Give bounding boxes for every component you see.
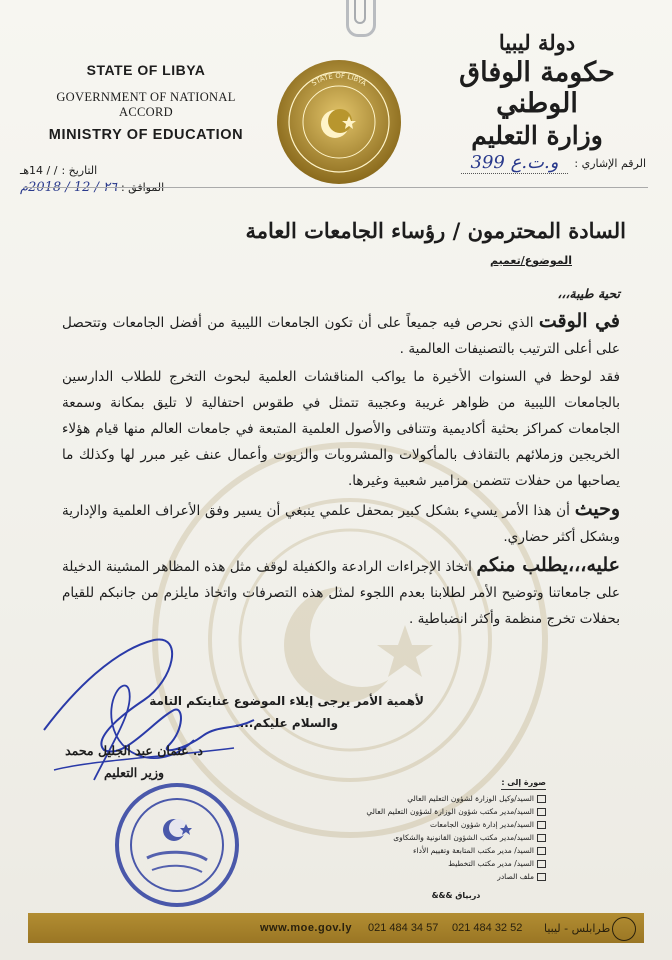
footer-bar xyxy=(28,913,644,943)
ministry-name-ar: وزارة التعليم xyxy=(471,121,603,150)
paragraph-text: أن هذا الأمر يسيء بشكل كبير بمحفل علمي ينبغي أن يسير وفق الأعراف العلمية والإدارية وبشكل أكثر حضاري. xyxy=(62,503,620,545)
paragraph-lead: في الوقت xyxy=(538,310,620,332)
date-block xyxy=(20,162,170,196)
closing-salutation: والسلام عليكم.... xyxy=(235,716,339,730)
reference-number: و.ت.ع 399 xyxy=(461,152,569,174)
distribution-list xyxy=(366,776,546,902)
body-paragraph xyxy=(62,496,620,550)
government-name-ar: حكومة الوفاق الوطني xyxy=(459,57,615,119)
paper-clip xyxy=(346,0,376,37)
arabic-letterhead xyxy=(432,30,642,150)
signatory-title: وزير التعليم xyxy=(103,765,165,780)
list-item: ملف الصادر xyxy=(366,870,546,883)
list-item: السيد/مدير مكتب الشؤون القانونية والشكاوى xyxy=(366,831,546,844)
reference-block xyxy=(461,152,646,174)
english-letterhead xyxy=(30,62,262,143)
website-text: www.moe.gov.ly xyxy=(260,922,352,934)
gregorian-date-value: ٢٦ / 12 / 2018م xyxy=(20,180,117,195)
hijri-date-label: التاريخ : xyxy=(61,164,98,177)
hijri-date-value: / / 14هـ xyxy=(20,164,58,177)
filing-code: دربياق &&& xyxy=(431,891,481,900)
list-item: السيد/وكيل الوزارة لشؤون التعليم العالي xyxy=(366,792,546,805)
greeting: تحية طيبة،،، xyxy=(557,286,620,301)
signatory-block xyxy=(64,740,204,784)
addressee: السادة المحترمون / رؤساء الجامعات العامة xyxy=(245,218,626,243)
paragraph-lead: عليه،،،يطلب منكم xyxy=(476,554,620,576)
body-paragraph xyxy=(62,364,620,494)
paragraph-text: الذي نحرص فيه جميعاً على أن تكون الجامعات الليبية من أفضل الجامعات وتتحصل على أعلى الترتيب بالتصنيفات العالمية . xyxy=(62,315,620,357)
gregorian-date-label: الموافق : xyxy=(120,181,165,194)
distribution-title: صورة إلى : xyxy=(501,776,546,790)
header-divider xyxy=(24,187,648,188)
list-item: السيد/ مدير مكتب المتابعة وتقييم الأداء xyxy=(366,844,546,857)
official-stamp xyxy=(112,780,242,910)
letter-body xyxy=(62,308,620,634)
list-item: السيد/مدير إدارة شؤون الجامعات xyxy=(366,818,546,831)
list-item: السيد/مدير مكتب شؤون الوزارة لشؤون التعليم العالي xyxy=(366,805,546,818)
paragraph-text: اتخاذ الإجراءات الرادعة والكفيلة لوقف مثل هذه المظاهر المشينة الدخيلة على جامعاتنا وتوضيح الأمر لطلابنا بعدم اللجوء لمثل هذه التصرفات واتخاذ مايلزم من جانبكم للقيام بحفلات تخرج منظمة وأكثر انضباطية . xyxy=(62,559,620,627)
city-text: طرابلس - ليبيا xyxy=(544,921,611,935)
body-paragraph xyxy=(62,308,620,362)
paragraph-text: فقد لوحظ في السنوات الأخيرة ما يواكب المناقشات العلمية لبحوث التخرج للطلاب الدارسين بالجامعات الليبية من ظواهر غريبة وعجيبة تتمثل في طقوس احتفالية لا تليق بمكانة وسمعة الجامعات كمراكز بحثية أكاديمية وتتنافى والأصول العلمية المتبعة في جامعات العالم منها قيام هؤلاء الخريجين وزملائهم بالتقاذف بالمأكولات والمشروبات والزيوت وأعمال عنف غير مبرر لها وكذلك ما يصاحبها من حفلات تتضمن مزامير شعبية وغيرها. xyxy=(62,369,620,489)
phone-number: 021 484 34 57 xyxy=(368,922,439,934)
footer-logo-icon xyxy=(612,917,636,941)
phone-number: 021 484 32 52 xyxy=(452,922,523,934)
government-name-en: GOVERNMENT OF NATIONAL ACCORD xyxy=(56,90,236,119)
ministry-seal xyxy=(275,58,403,186)
state-name-en: STATE OF LIBYA xyxy=(86,62,206,78)
ministry-name-en: MINISTRY OF EDUCATION xyxy=(48,127,244,143)
signatory-name: د. عثمان عبد الجليل محمد xyxy=(65,743,203,758)
subject-line: الموضوع/تعميم xyxy=(489,254,572,267)
paragraph-lead: وحيث xyxy=(574,498,620,520)
reference-label: الرقم الإشاري : xyxy=(574,156,646,170)
closing-line: لأهمية الأمر يرجى إيلاء الموضوع عنايتكم التامة xyxy=(149,694,424,708)
state-name-ar: دولة ليبيا xyxy=(498,30,576,55)
list-item: السيد/ مدير مكتب التخطيط xyxy=(366,857,546,870)
seal-text: STATE OF LIBYA xyxy=(310,71,368,88)
